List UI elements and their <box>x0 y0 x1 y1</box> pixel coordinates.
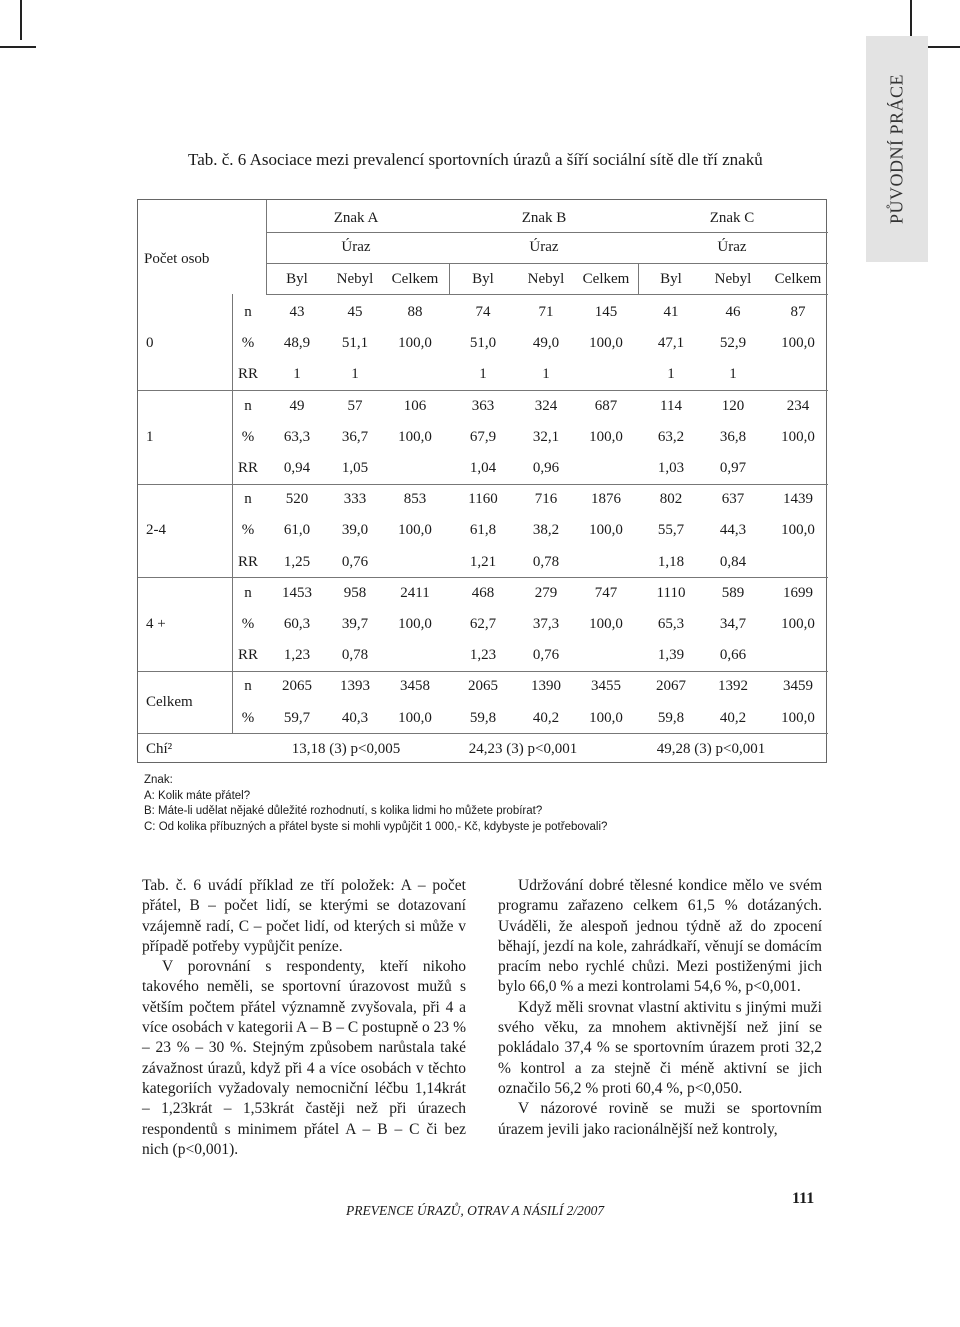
stat-label: % <box>241 335 255 352</box>
table-cell: 100,0 <box>589 428 623 445</box>
table-cell: 0,94 <box>283 460 311 476</box>
table-cell: 49,0 <box>532 335 560 352</box>
table-cell: 100,0 <box>781 428 815 445</box>
table-cell: 1,05 <box>341 460 369 476</box>
subheader-uraz: Úraz <box>717 239 747 255</box>
side-tab-label: PŮVODNÍ PRÁCE <box>886 73 907 225</box>
table-cell: 1 <box>542 366 550 383</box>
table-cell: 48,9 <box>283 335 311 352</box>
table-cell: 1699 <box>783 584 813 601</box>
table-cell: 2067 <box>656 678 686 695</box>
table-cell: 100,0 <box>589 522 623 539</box>
grid-line <box>232 294 233 733</box>
table-cell: 468 <box>471 584 495 601</box>
column-header: Byl <box>286 271 308 287</box>
stat-label: RR <box>237 366 259 383</box>
table-cell: 100,0 <box>589 709 623 726</box>
row-header-label: Počet osob <box>144 251 210 267</box>
table-cell: 36,7 <box>341 428 369 445</box>
table-cell: 1110 <box>656 584 686 601</box>
grid-line <box>138 577 828 578</box>
note-line: Znak: <box>144 774 173 786</box>
table-cell: 1160 <box>468 491 498 508</box>
table-cell: 63,2 <box>657 428 685 445</box>
table-cell: 34,7 <box>719 616 747 632</box>
table-cell: 0,84 <box>719 553 747 570</box>
grid-line <box>266 200 267 294</box>
table-cell: 363 <box>471 397 495 414</box>
table-cell: 67,9 <box>469 428 497 445</box>
column-header: Byl <box>472 271 494 287</box>
stat-label: n <box>244 304 252 320</box>
table-cell: 1,18 <box>657 553 685 570</box>
crop-mark <box>0 46 36 48</box>
table-cell: 100,0 <box>398 522 432 539</box>
stat-label: n <box>244 584 252 601</box>
table-cell: 2065 <box>282 678 312 695</box>
table-cell: 87 <box>790 304 806 320</box>
table-cell: 43 <box>289 304 305 320</box>
grid-line <box>266 294 828 295</box>
crop-mark <box>20 0 22 40</box>
table-cell: 39,7 <box>341 616 369 632</box>
table-cell: 1393 <box>340 678 370 695</box>
right-text-column <box>498 876 822 1140</box>
table-cell: 59,7 <box>283 709 311 726</box>
table-cell: 100,0 <box>398 616 432 632</box>
group-header: Znak A <box>333 210 379 226</box>
table-cell: 1,04 <box>469 460 497 476</box>
table-cell: 114 <box>660 397 682 414</box>
section-label: 2-4 <box>146 522 166 539</box>
note-line: B: Máte-li udělat nějaké důležité rozhodnutí, s kolika lidmi ho můžete probírat? <box>144 805 543 818</box>
table-cell: 145 <box>594 304 618 320</box>
column-header: Celkem <box>582 271 630 287</box>
table-title: Tab. č. 6 Asociace mezi prevalencí sportovních úrazů a šíří sociální sítě dle tří znaků <box>188 150 763 169</box>
table-cell: 46 <box>725 304 741 320</box>
table-cell: 279 <box>534 584 558 601</box>
table-cell: 1390 <box>531 678 561 695</box>
table-cell: 324 <box>534 397 558 414</box>
table-cell: 100,0 <box>589 335 623 352</box>
grid-line <box>138 484 828 485</box>
table-cell: 747 <box>594 584 618 601</box>
table-cell: 0,76 <box>341 553 369 570</box>
subheader-uraz: Úraz <box>341 239 371 255</box>
table-cell: 1 <box>667 366 675 383</box>
table-cell: 1,21 <box>469 553 497 570</box>
section-label: Celkem <box>146 694 193 710</box>
table-cell: 0,97 <box>719 460 747 476</box>
column-header: Byl <box>660 271 682 287</box>
table-cell: 333 <box>343 491 367 508</box>
note-line: C: Od kolika příbuzných a přátel byste si mohli vypůjčit 1 000,- Kč, kdybyste je potřebovali? <box>144 820 608 833</box>
table-cell: 1 <box>729 366 737 383</box>
table-cell: 59,8 <box>657 709 685 726</box>
table-cell: 3459 <box>783 678 813 695</box>
table-cell: 61,8 <box>469 522 497 539</box>
grid-line <box>638 263 639 294</box>
paragraph: V názorové rovině se muži se sportovním úrazem jevili jako racionálnější než kontroly, <box>498 1100 822 1138</box>
chi-label: Chí² <box>146 741 173 758</box>
table-cell: 0,78 <box>341 647 369 664</box>
paragraph: V porovnání s respondenty, kteří nikoho takového neměli, se sportovní úrazovost mužů s větším počtem přátel významně zvyšovala, při 4 a více osobách v kategorii A – B – C postupně o 23 % – 23 % – 30 %. Stejným způsobem narůstala také závažnost úrazů, když při 4 a více osobách v těchto kategoriích vyžadovaly nemocniční léčbu 1,14krát – 1,23krát – 1,53krát častěji než při úrazech respondentů s minimem přátel A – B – C či bez nich (p<0,001). <box>142 958 466 1158</box>
table-cell: 38,2 <box>532 522 560 539</box>
stat-label: n <box>244 397 252 414</box>
stat-label: % <box>241 428 255 445</box>
table-cell: 51,0 <box>469 335 497 352</box>
table-cell: 853 <box>403 491 427 508</box>
table-cell: 1,39 <box>657 647 685 664</box>
grid-line <box>266 232 828 233</box>
stat-label: RR <box>237 460 259 476</box>
group-header: Znak C <box>709 210 755 226</box>
table-cell: 63,3 <box>283 428 311 445</box>
table-cell: 1439 <box>783 491 813 508</box>
left-text-column <box>142 876 466 1160</box>
section-label: 4 + <box>146 616 166 632</box>
data-table <box>137 199 827 763</box>
table-cell: 100,0 <box>398 428 432 445</box>
table-cell: 40,2 <box>532 709 560 726</box>
section-label: 0 <box>146 335 154 352</box>
grid-line <box>449 263 450 294</box>
group-header: Znak B <box>521 210 567 226</box>
stat-label: % <box>241 522 255 539</box>
table-cell: 59,8 <box>469 709 497 726</box>
table-cell: 0,96 <box>532 460 560 476</box>
table-cell: 74 <box>475 304 491 320</box>
journal-footer: PREVENCE ÚRAZŮ, OTRAV A NÁSILÍ 2/2007 <box>346 1203 605 1218</box>
table-cell: 100,0 <box>398 709 432 726</box>
stat-label: n <box>244 678 252 695</box>
table-cell: 716 <box>534 491 558 508</box>
paragraph: Udržování dobré tělesné kondice mělo ve svém programu zařazeno celkem 61,5 % dotázaných. Uváděli, že alespoň jednou týdně až do zpocení běhají, jezdí na kole, zahrádkaří, věnují se domácím pracím nebo rychlé chůzi. Mezi postiženými jich bylo 66,0 % a mezi kontrolami 54,6 %, p<0,001. <box>498 877 822 996</box>
stat-label: % <box>241 709 255 726</box>
table-cell: 802 <box>659 491 683 508</box>
table-cell: 2411 <box>400 584 430 601</box>
table-cell: 71 <box>538 304 554 320</box>
table-cell: 1 <box>293 366 301 383</box>
grid-line <box>138 671 828 672</box>
table-cell: 1,23 <box>283 647 311 664</box>
table-cell: 52,9 <box>719 335 747 352</box>
grid-line <box>266 263 828 264</box>
table-cell: 100,0 <box>398 335 432 352</box>
table-cell: 0,78 <box>532 553 560 570</box>
crop-mark <box>910 0 912 40</box>
table-cell: 637 <box>721 491 745 508</box>
column-header: Nebyl <box>527 271 565 287</box>
column-header: Celkem <box>391 271 439 287</box>
column-header: Nebyl <box>336 271 374 287</box>
column-header: Nebyl <box>714 271 752 287</box>
chi-value: 24,23 (3) p<0,001 <box>468 741 578 758</box>
column-header: Celkem <box>774 271 822 287</box>
table-cell: 65,3 <box>657 616 685 632</box>
table-cell: 120 <box>721 397 745 414</box>
table-cell: 51,1 <box>341 335 369 352</box>
section-side-tab <box>866 36 928 262</box>
paragraph: Když měli srovnat vlastní aktivitu s jinými muži svého věku, za mnohem aktivnější než jiní se pokládalo 37,4 % se sportovním úrazem proti 32,2 % kontrol a za stejně či méně aktivní se jich označilo 56,2 % proti 60,4 %, p<0,050. <box>498 998 822 1097</box>
note-line: A: Kolik máte přátel? <box>144 789 251 802</box>
table-cell: 1392 <box>718 678 748 695</box>
paragraph: Tab. č. 6 uvádí příklad ze tří položek: A – počet přátel, B – počet lidí, se kterými se dotazovaní vzájemně radí, C – počet lidí, od kterých si může v případě potřeby vypůjčit peníze. <box>142 877 466 955</box>
table-cell: 41 <box>663 304 679 320</box>
table-cell: 61,0 <box>283 522 311 539</box>
table-cell: 62,7 <box>469 616 497 632</box>
table-cell: 106 <box>403 397 427 414</box>
table-cell: 3455 <box>591 678 621 695</box>
table-cell: 37,3 <box>532 616 560 632</box>
table-cell: 0,66 <box>719 647 747 664</box>
table-cell: 100,0 <box>781 335 815 352</box>
table-cell: 520 <box>285 491 309 508</box>
crop-mark <box>924 46 960 48</box>
table-cell: 44,3 <box>719 522 747 539</box>
table-cell: 1876 <box>591 491 621 508</box>
table-cell: 1453 <box>282 584 312 601</box>
table-cell: 100,0 <box>781 616 815 632</box>
table-cell: 88 <box>407 304 423 320</box>
table-cell: 36,8 <box>719 428 747 445</box>
stat-label: % <box>241 616 255 632</box>
section-label: 1 <box>146 428 154 445</box>
table-cell: 47,1 <box>657 335 685 352</box>
table-cell: 100,0 <box>589 616 623 632</box>
table-cell: 49 <box>289 397 305 414</box>
table-cell: 3458 <box>400 678 430 695</box>
table-cell: 1,03 <box>657 460 685 476</box>
stat-label: RR <box>237 553 259 570</box>
table-cell: 1 <box>479 366 487 383</box>
grid-line <box>138 733 828 734</box>
table-cell: 40,3 <box>341 709 369 726</box>
table-cell: 100,0 <box>781 709 815 726</box>
table-cell: 55,7 <box>657 522 685 539</box>
table-cell: 100,0 <box>781 522 815 539</box>
chi-value: 49,28 (3) p<0,001 <box>656 741 766 758</box>
table-cell: 57 <box>347 397 363 414</box>
grid-line <box>138 390 828 391</box>
page-number: 111 <box>792 1190 815 1207</box>
table-cell: 589 <box>721 584 745 601</box>
table-cell: 1 <box>351 366 359 383</box>
table-cell: 60,3 <box>283 616 311 632</box>
table-cell: 1,23 <box>469 647 497 664</box>
table-cell: 32,1 <box>532 428 560 445</box>
table-cell: 40,2 <box>719 709 747 726</box>
table-cell: 2065 <box>468 678 498 695</box>
stat-label: n <box>244 491 252 508</box>
table-cell: 687 <box>594 397 618 414</box>
stat-label: RR <box>237 647 259 664</box>
table-cell: 0,76 <box>532 647 560 664</box>
table-cell: 45 <box>347 304 363 320</box>
table-cell: 39,0 <box>341 522 369 539</box>
table-cell: 1,25 <box>283 553 311 570</box>
table-cell: 958 <box>343 584 367 601</box>
subheader-uraz: Úraz <box>529 239 559 255</box>
chi-value: 13,18 (3) p<0,005 <box>291 741 401 758</box>
table-cell: 234 <box>786 397 810 414</box>
